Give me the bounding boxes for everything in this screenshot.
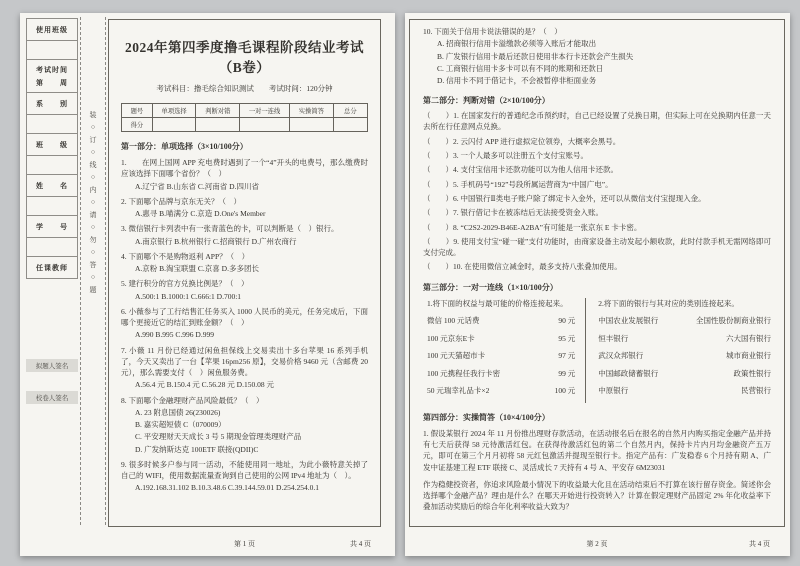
- section3-heading: 第三部分：一对一连线（1×10/100分）: [423, 283, 558, 293]
- matching-value: 城市商业银行: [725, 351, 771, 361]
- question-stem: 10. 下面关于信用卡说法错误的是？（ ）: [423, 27, 562, 36]
- judgment-item-1: （ ）1. 在国家发行的普通纪念币预约时，自己已经设置了兑换日期，但实际上可在兑换期内任意一天去所在行任意网点兑换。: [423, 111, 771, 132]
- matching-item: 武汉众邦银行: [598, 351, 644, 361]
- score-header-cell: 判断对错: [196, 104, 240, 118]
- question-stem: 3. 微信银行卡列表中有一张青蓝色的卡，可以判断是（ ）银行。: [121, 224, 339, 234]
- question-stem: 1. 在网上国网 APP 充电费时遇到了一个“4”开头的电费号，那么缴费时应该选择下面哪个省份？（ ）: [121, 158, 368, 179]
- page1-total-pages: 共 4 页: [350, 540, 371, 548]
- question-option-c: C. 平安理财天天成长 3 号 5 期现金管理类理财产品: [135, 432, 302, 442]
- question-8: [121, 395, 368, 455]
- question-options: A.南京银行 B.杭州银行 C.招商银行 D.广州农商行: [135, 236, 297, 246]
- matching-item: 中国邮政储蓄银行: [598, 368, 659, 378]
- matching-value: 六大国有银行: [725, 333, 771, 343]
- grade-class-field: [26, 155, 78, 175]
- question-options: A.56.4 元 B.150.4 元 C.56.28 元 D.150.08 元: [135, 380, 274, 390]
- question-4: [121, 251, 368, 275]
- exam-subtitle: 考试科目：撸毛综合知识测试 考试时间：120分钟: [156, 84, 333, 93]
- week-label: 第 周: [36, 78, 68, 87]
- matching-item: 100 元天猫超市卡: [427, 351, 486, 361]
- question-10: [423, 26, 771, 86]
- question-options: A.990 B.995 C.996 D.999: [135, 330, 214, 340]
- binding-line-strip: [80, 17, 106, 525]
- matching-value: 99 元: [558, 368, 576, 378]
- score-header-cell: 总分: [333, 104, 367, 118]
- class-used-field: [26, 40, 78, 60]
- question-1: [121, 157, 368, 192]
- matching-row: [598, 385, 771, 396]
- question-stem: 8. 下面哪个金融理财产品风险最低？（ ）: [121, 395, 264, 405]
- matching-value: 全国性股份制商业银行: [695, 316, 771, 326]
- student-name-label: 姓 名: [26, 174, 78, 197]
- score-table-score-row: [122, 118, 368, 132]
- teacher-label: 任课教师: [26, 256, 78, 279]
- student-id-field: [26, 237, 78, 257]
- matching-row: [598, 350, 771, 361]
- question-option-b: B. 广发银行信用卡最后还款日使用非本行卡还款会产生损失: [437, 51, 634, 61]
- question-stem: 5. 建行积分的官方兑换比例是？（ ）: [121, 279, 249, 289]
- matching-value: 90 元: [558, 316, 576, 326]
- matching-right-title: 2.将下面的银行与其对应的类别连接起来。: [598, 299, 739, 309]
- question-3: [121, 223, 368, 247]
- question-options: A.500:1 B.1000:1 C.666:1 D.700:1: [135, 291, 242, 301]
- matching-value: 民营银行: [740, 386, 771, 396]
- student-info-sidebar: [26, 19, 78, 279]
- question-options: A.惠寻 B.喵满分 C.京造 D.One's Member: [135, 209, 266, 218]
- binding-line-vertical-text: 装○订○线○内○请○勿○答○题: [89, 111, 97, 298]
- judgment-item-4: （ ）4. 支付宝信用卡还款功能可以为他人信用卡还款。: [423, 165, 618, 175]
- matching-value: 97 元: [558, 351, 576, 361]
- score-header-cell: 实操简答: [289, 104, 333, 118]
- section4-question-paragraph: 作为稳健投资者，你追求风险最小情况下的收益最大化且在活动结束后不打算在该行留存资金。简述你会选择哪个金融产品？理由是什么？在哪天开始进行投资转入？计算在假定理财产品固定 2% 年化收益率下叠加活动奖励后的综合年化利率收益大致为？: [423, 479, 771, 512]
- matching-column-prices: [427, 298, 585, 403]
- matching-row: [427, 368, 575, 379]
- question-option-d: D. 信用卡不同于借记卡，不会被暂停非柜面业务: [437, 76, 597, 85]
- score-row-label: 得分: [122, 118, 153, 132]
- page2-page-number: 第 2 页: [586, 540, 608, 548]
- judgment-item-6: （ ）6. 中国银行Ⅱ类电子账户除了绑定卡入金外，还可以从微信支付宝提现入金。: [423, 194, 706, 203]
- matching-row: [427, 350, 575, 361]
- judgment-item-9: （ ）9. 使用支付宝“碰一碰”支付功能时，由商家设备主动发起小额收款，此时付款手机无需网络即可支付完成。: [423, 237, 771, 257]
- score-cell-empty: [333, 118, 367, 132]
- department-label: 系 别: [26, 92, 78, 115]
- question-stem: 9. 很多时候多户参与同一活动，不能使用同一地址，为此小薇特意关掉了自己的 WIFI，使用数据流量查询到自己使用的公网 IPv4 地址为（ ）。: [121, 459, 368, 480]
- page2-total-pages: 共 4 页: [749, 540, 770, 548]
- matching-left-title: 1.将下面的权益与最可能的价格连接起来。: [427, 299, 568, 309]
- question-options: A.辽宁省 B.山东省 C.河南省 D.四川省: [135, 181, 259, 191]
- matching-row: [598, 315, 771, 326]
- exam-page-1: [20, 13, 395, 556]
- matching-row: [427, 385, 575, 396]
- matching-row: [427, 333, 575, 344]
- question-6: [121, 306, 368, 341]
- judgment-item-8: （ ）8. “C2S2-2029-B46E-A2BA”有可能是一张京东 E 卡卡密。: [423, 222, 642, 232]
- matching-item: 中原银行: [598, 386, 629, 396]
- question-option-d: D. 广发纳斯达克 100ETF 联接(QDII)C: [135, 444, 259, 454]
- judgment-item-2: （ ）2. 云闪付 APP 进行虚拟定位领券，大概率会黑号。: [423, 136, 621, 146]
- matching-row: [598, 333, 771, 344]
- judgment-item-3: （ ）3. 一个人最多可以注册五个支付宝账号。: [423, 150, 588, 160]
- question-5: [121, 278, 368, 302]
- score-header-cell: 一对一连线: [240, 104, 290, 118]
- exam-time-box: [26, 59, 78, 93]
- matching-row: [427, 315, 575, 326]
- class-used-label: 使用班级: [26, 18, 78, 41]
- grade-class-label: 班 级: [26, 133, 78, 156]
- question-stem: 6. 小薇参与了工行结售汇任务买入 1000 人民币的美元，任务完成后，下面哪个更接近它的结汇到账金额？（ ）: [121, 306, 368, 327]
- matching-item: 中国农业发展银行: [598, 316, 659, 326]
- question-option-b: B. 嘉实超短债 C（070009）: [135, 420, 226, 429]
- question-stem: 7. 小薇 11 月份已经通过闲鱼担保线上交易卖出十多台苹果 16 系列手机了，今天又卖出了一台【苹果 16pm256 原】，交易价格 9460 元（含邮费 20 元），那么需要支付（ ）闲鱼服务费。: [121, 345, 368, 377]
- exam-time-label: 考试时间: [36, 65, 68, 74]
- question-options: A.192.168.31.102 B.10.3.48.6 C.39.144.59.01 D.254.254.0.1: [135, 483, 319, 493]
- question-2: [121, 196, 368, 220]
- score-header-cell: 单项选择: [152, 104, 196, 118]
- section4-problem-paragraph: 1. 假设某银行 2024 年 11 月份推出理财存款活动，在活动报名后在报名的自然月内购买指定金融产品并持有七天后获得 58 元待激活红包。在获得待激活红包的第二个自然月内，保持卡片内月均金融资产五万元，即可在第三个月月初将 58 元红包激活并提现至银行卡。指定产品有：广发稳春 6 个月持有期 A、广发中证基建工程 ETF 联接 C、灵活成长 7 天持有 4 号 A、平安存 6M23031: [423, 428, 771, 472]
- question-option-a: A. 23 附息国债 26(230026): [135, 407, 221, 417]
- question-setter-signature-label: 拟题人签名: [26, 359, 78, 372]
- matching-item: 100 元携程任我行卡密: [427, 368, 501, 378]
- department-field: [26, 114, 78, 134]
- section1-heading: 第一部分：单项选择（3×10/100分）: [121, 142, 248, 151]
- page2-content: [409, 19, 785, 527]
- matching-item: 50 元瑞幸礼品卡×2: [427, 386, 490, 396]
- question-7: [121, 345, 368, 391]
- matching-value: 100 元: [554, 386, 576, 396]
- matching-item: 微信 100 元话费: [427, 316, 480, 326]
- score-cell-empty: [196, 118, 240, 132]
- score-cell-empty: [152, 118, 196, 132]
- exam-title: 2024年第四季度撸毛课程阶段结业考试（B卷）: [125, 40, 364, 75]
- question-stem: 4. 下面哪个不是购物返利 APP？（ ）: [121, 251, 250, 261]
- judgment-item-7: （ ）7. 银行借记卡在被冻结后无法接受资金入账。: [423, 208, 603, 218]
- matching-item: 100 元京东E卡: [427, 333, 475, 343]
- matching-value: 政策性银行: [733, 368, 771, 378]
- score-cell-empty: [240, 118, 290, 132]
- score-header-cell: 题号: [122, 104, 153, 118]
- question-options: A.京粉 B.淘宝联盟 C.京喜 D.多多团长: [135, 264, 259, 273]
- question-option-c: C. 工商银行信用卡多卡可以有不同的账期和还款日: [437, 63, 604, 73]
- exam-page-2: [405, 13, 790, 556]
- score-table: [121, 103, 368, 132]
- student-id-label: 学 号: [26, 215, 78, 238]
- page1-page-number: 第 1 页: [234, 540, 255, 548]
- question-9: [121, 459, 368, 494]
- section4-heading: 第四部分：实操简答（10×4/100分）: [423, 412, 550, 422]
- matching-row: [598, 368, 771, 379]
- page1-content: [108, 19, 381, 527]
- student-name-field: [26, 196, 78, 216]
- matching-area: [427, 298, 771, 403]
- question-stem: 2. 下面哪个品牌与京东无关？（ ）: [121, 196, 241, 206]
- section2-heading: 第二部分：判断对错（2×10/100分）: [423, 96, 550, 106]
- matching-column-banks: [585, 298, 771, 403]
- judgment-item-5: （ ）5. 手机码号“192”号段所属运营商为“中国广电”。: [423, 179, 613, 189]
- matching-item: 恒丰银行: [598, 333, 629, 343]
- matching-value: 95 元: [558, 333, 576, 343]
- score-table-header-row: [122, 104, 368, 118]
- question-option-a: A. 招商银行信用卡溢缴款必须等入账后才能取出: [437, 39, 597, 49]
- judgment-item-10: （ ）10. 在使用微信立减金时，最多支持八张叠加使用。: [423, 262, 622, 272]
- proofreader-signature-label: 校卷人签名: [26, 391, 78, 404]
- score-cell-empty: [289, 118, 333, 132]
